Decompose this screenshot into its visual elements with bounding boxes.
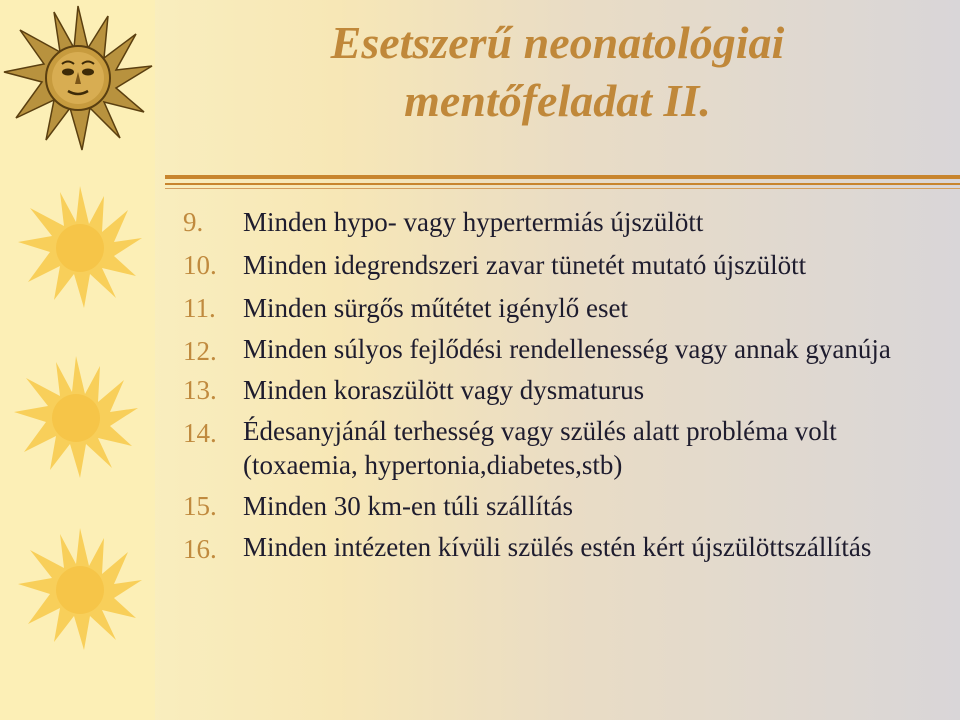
item-text: Minden sürgős műtétet igénylő eset <box>243 293 628 323</box>
title-line-1: Esetszerű neonatológiai <box>330 17 785 68</box>
item-text: Minden idegrendszeri zavar tünetét mutató újszülött <box>243 250 807 280</box>
list-item <box>183 487 943 525</box>
sun-face-icon <box>4 6 152 150</box>
item-text: Minden 30 km-en túli szállítás <box>243 491 573 521</box>
item-number: 13. <box>183 375 217 405</box>
sun-icon <box>14 356 138 478</box>
item-number: 11. <box>183 293 216 323</box>
item-text: Minden intézeten kívüli szülés estén kért újszülöttszállítás <box>243 532 872 562</box>
title-divider <box>165 188 960 189</box>
title-divider <box>165 183 960 185</box>
item-number: 10. <box>183 250 217 280</box>
item-text: Minden hypo- vagy hypertermiás újszülött <box>243 207 704 237</box>
sun-icon <box>18 186 142 308</box>
item-number: 9. <box>183 207 204 237</box>
item-text: Minden súlyos fejlődési rendellenesség vagy annak gyanúja <box>243 334 891 364</box>
item-number: 16. <box>183 534 217 564</box>
title-divider <box>165 175 960 179</box>
item-text: Édesanyjánál terhesség vagy szülés alatt probléma volt (toxaemia, hypertonia,diabetes,stb) <box>243 416 837 480</box>
title-line-2: mentőfeladat II. <box>404 75 711 126</box>
sun-icon <box>18 528 142 650</box>
list-item <box>183 203 943 241</box>
list-item <box>183 289 943 327</box>
sun-decoration <box>0 0 155 720</box>
item-number: 14. <box>183 418 217 448</box>
list-item <box>183 530 943 564</box>
item-number: 15. <box>183 491 217 521</box>
list-item <box>183 371 943 409</box>
criteria-list <box>183 203 943 569</box>
list-item <box>183 246 943 284</box>
slide-title <box>155 14 960 130</box>
item-text: Minden koraszülött vagy dysmaturus <box>243 375 645 405</box>
list-item <box>183 414 943 482</box>
list-item <box>183 332 943 366</box>
item-number: 12. <box>183 336 217 366</box>
